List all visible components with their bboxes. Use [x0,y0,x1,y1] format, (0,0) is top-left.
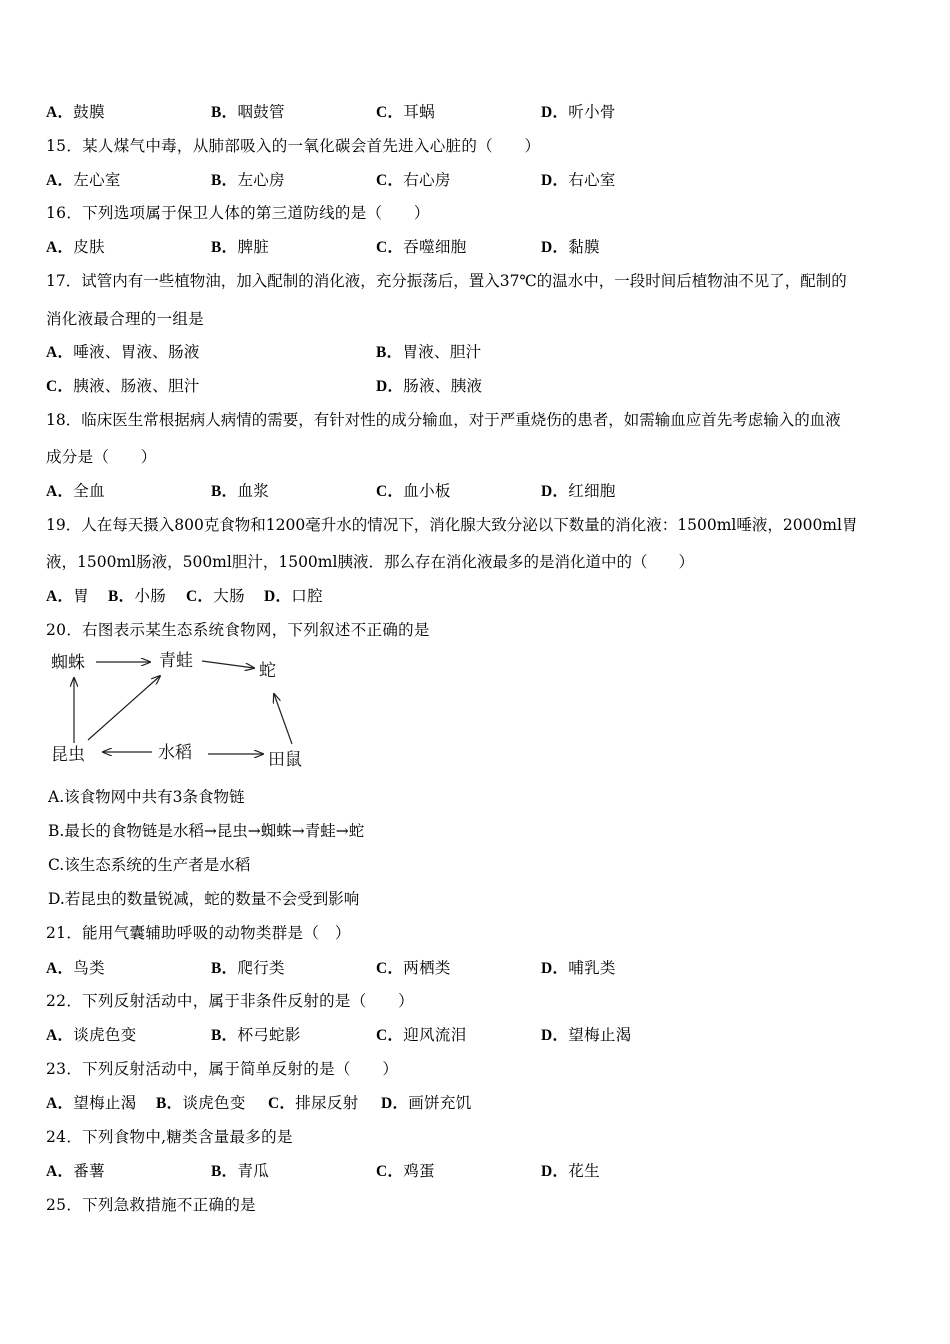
q15-option-a[interactable]: A．左心室 [46,171,121,189]
q22-option-c[interactable]: C．迎风流泪 [376,1026,467,1044]
q19-option-a[interactable]: A．胃 [46,587,90,605]
q14-option-b[interactable]: B．咽鼓管 [211,103,285,121]
q24-option-d[interactable]: D．花生 [541,1162,600,1180]
q19-stem-line1: 19．人在每天摄入800克食物和1200毫升水的情况下，消化腺大致分泌以下数量的消化液：1500ml唾液，2000ml胃 [46,516,858,534]
q20-stem: 20．右图表示某生态系统食物网，下列叙述不正确的是 [46,621,430,639]
q15-stem: 15．某人煤气中毒，从肺部吸入的一氧化碳会首先进入心脏的（ ） [46,137,541,155]
q23-option-b[interactable]: B．谈虎色变 [156,1094,246,1112]
q23-option-a[interactable]: A．望梅止渴 [46,1094,137,1112]
q17-option-a[interactable]: A．唾液、胃液、肠液 [46,343,200,361]
q14-option-c[interactable]: C．耳蜗 [376,103,435,121]
q18-option-c[interactable]: C．血小板 [376,482,451,500]
q21-option-a[interactable]: A．鸟类 [46,959,105,977]
q18-option-a[interactable]: A．全血 [46,482,105,500]
q21-stem: 21．能用气囊辅助呼吸的动物类群是（ ） [46,924,351,942]
q18-option-b[interactable]: B．血浆 [211,482,270,500]
arrow-frog-snake [202,661,254,668]
q22-stem: 22．下列反射活动中，属于非条件反射的是（ ） [46,992,414,1010]
q19-option-c[interactable]: C．大肠 [186,587,245,605]
q16-option-c[interactable]: C．吞噬细胞 [376,238,467,256]
q24-option-a[interactable]: A．番薯 [46,1162,105,1180]
node-rice: 水稻 [158,743,192,763]
q21-option-c[interactable]: C．两栖类 [376,959,451,977]
q16-option-d[interactable]: D．黏膜 [541,238,600,256]
q24-stem: 24．下列食物中,糖类含量最多的是 [46,1128,293,1146]
food-web-diagram [46,648,316,773]
q21-option-b[interactable]: B．爬行类 [211,959,285,977]
arrow-insect-frog [88,676,160,740]
q22-option-d[interactable]: D．望梅止渴 [541,1026,632,1044]
q17-option-d[interactable]: D．肠液、胰液 [376,377,483,395]
node-spider: 蜘蛛 [51,653,85,673]
node-snake: 蛇 [259,661,276,681]
q14-option-a[interactable]: A．鼓膜 [46,103,105,121]
q20-statement-d[interactable]: D.若昆虫的数量锐减，蛇的数量不会受到影响 [48,890,360,908]
q17-stem-line1: 17．试管内有一些植物油，加入配制的消化液，充分振荡后，置入37℃的温水中，一段时间后植物油不见了，配制的 [46,272,847,290]
q21-option-d[interactable]: D．哺乳类 [541,959,616,977]
q17-option-c[interactable]: C．胰液、肠液、胆汁 [46,377,200,395]
q23-option-c[interactable]: C．排尿反射 [268,1094,359,1112]
q15-option-d[interactable]: D．右心室 [541,171,616,189]
q24-option-c[interactable]: C．鸡蛋 [376,1162,435,1180]
q20-statement-c[interactable]: C.该生态系统的生产者是水稻 [48,856,251,874]
q16-option-a[interactable]: A．皮肤 [46,238,105,256]
arrow-mouse-snake [274,694,292,744]
q20-statement-a[interactable]: A.该食物网中共有3条食物链 [48,788,245,806]
q16-option-b[interactable]: B．脾脏 [211,238,270,256]
q17-stem-line2: 消化液最合理的一组是 [46,310,205,328]
q15-option-b[interactable]: B．左心房 [211,171,285,189]
q23-option-d[interactable]: D．画饼充饥 [381,1094,472,1112]
q24-option-b[interactable]: B．青瓜 [211,1162,270,1180]
q19-option-d[interactable]: D．口腔 [264,587,323,605]
q18-option-d[interactable]: D．红细胞 [541,482,616,500]
q25-stem: 25．下列急救措施不正确的是 [46,1196,256,1214]
q14-option-d[interactable]: D．听小骨 [541,103,616,121]
node-mouse: 田鼠 [268,750,302,770]
q19-option-b[interactable]: B．小肠 [108,587,167,605]
q15-option-c[interactable]: C．右心房 [376,171,451,189]
q18-stem-line1: 18．临床医生常根据病人病情的需要，有针对性的成分输血，对于严重烧伤的患者，如需输血应首先考虑输入的血液 [46,411,841,429]
node-frog: 青蛙 [159,651,193,671]
q19-stem-line2: 液，1500ml肠液，500ml胆汁，1500ml胰液．那么存在消化液最多的是消化道中的（ ） [46,553,694,571]
node-insect: 昆虫 [51,745,85,765]
q20-statement-b[interactable]: B.最长的食物链是水稻→昆虫→蜘蛛→青蛙→蛇 [48,822,365,840]
q22-option-a[interactable]: A．谈虎色变 [46,1026,137,1044]
q23-stem: 23．下列反射活动中，属于简单反射的是（ ） [46,1060,399,1078]
q16-stem: 16．下列选项属于保卫人体的第三道防线的是（ ） [46,204,430,222]
q22-option-b[interactable]: B．杯弓蛇影 [211,1026,301,1044]
q17-option-b[interactable]: B．胃液、胆汁 [376,343,482,361]
q18-stem-line2: 成分是（ ） [46,448,157,466]
